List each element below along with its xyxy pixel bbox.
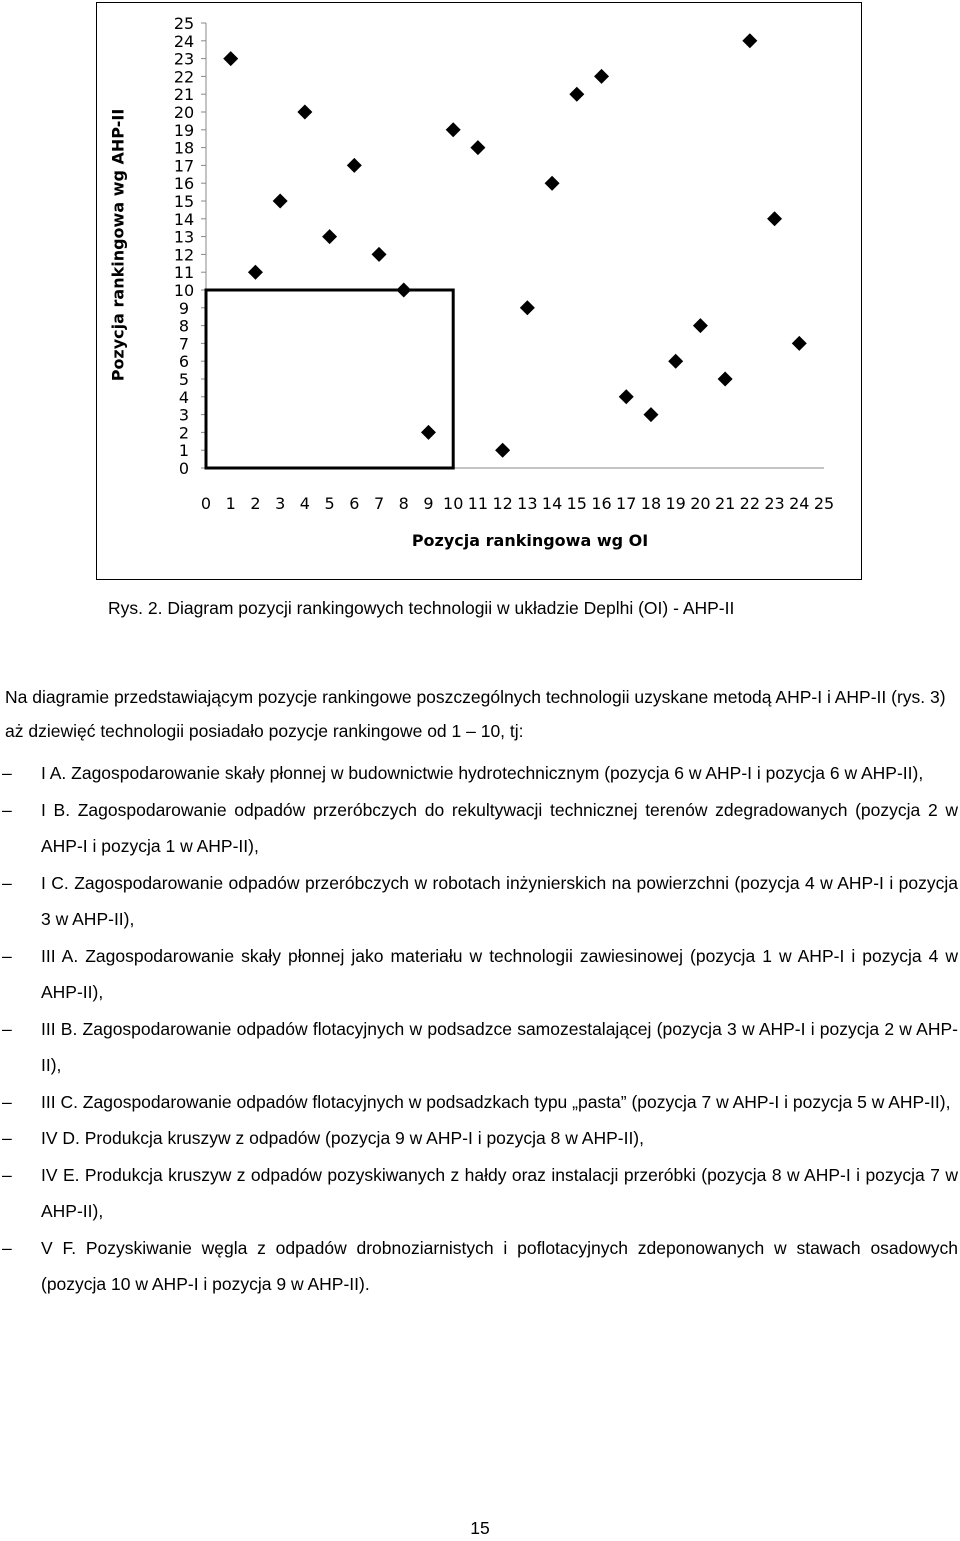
data-point: [372, 247, 387, 262]
y-tick-label: 22: [173, 67, 195, 87]
y-tick-label: 5: [178, 370, 190, 389]
data-point: [421, 425, 436, 440]
y-tick-label: 3: [178, 405, 190, 425]
bullet-dash: –: [2, 1164, 12, 1185]
data-point: [520, 300, 535, 315]
x-tick-label: 18: [640, 494, 662, 513]
y-tick-label: 6: [178, 352, 190, 372]
data-point: [495, 443, 510, 458]
bullet-dash: –: [2, 1128, 12, 1148]
data-point: [322, 229, 337, 244]
data-point: [693, 318, 708, 333]
x-tick-label: 16: [591, 494, 612, 513]
x-tick-label: 10: [443, 494, 464, 513]
y-tick-label: 1: [178, 441, 190, 461]
y-tick-label: 4: [178, 387, 190, 407]
data-point: [569, 87, 584, 102]
list-item-text: III B. Zagospodarowanie odpadów flotacyjnych w podsadzce samozestalającej (pozycja 3 w AHP-I i pozycja 2 w AHP-II),: [41, 1018, 958, 1075]
x-tick-labels: [201, 494, 834, 513]
x-tick-label: 12: [492, 494, 513, 513]
x-tick-label: 25: [813, 494, 835, 513]
bullet-dash: –: [2, 872, 12, 893]
list-item: [0, 865, 958, 938]
y-tick-label: 21: [173, 85, 195, 105]
x-tick-label: 14: [541, 494, 563, 513]
scatter-chart: [96, 2, 862, 580]
y-tick-label: 8: [178, 316, 190, 336]
list-item: [0, 792, 958, 865]
x-tick-label: 23: [764, 494, 785, 513]
list-item: [0, 755, 958, 792]
data-point: [223, 51, 238, 66]
x-axis-label: Pozycja rankingowa wg OI: [411, 531, 649, 550]
x-tick-label: 22: [739, 494, 761, 513]
x-tick-label: 24: [789, 494, 810, 513]
list-item-text: I B. Zagospodarowanie odpadów przeróbczych do rekultywacji technicznej terenów zdegradowanych (pozycja 2 w AHP-I i pozycja 1 w AHP-II),: [41, 799, 958, 856]
x-tick-label: 8: [398, 494, 409, 513]
list-item: [0, 1120, 958, 1157]
y-axis-label: Pozycja rankingowa wg AHP-II: [108, 108, 128, 382]
list-item-text: III A. Zagospodarowanie skały płonnej jako materiału w technologii zawiesinowej (pozycja 1 w AHP-I i pozycja 4 w AHP-II),: [41, 945, 958, 1002]
y-tick-label: 11: [173, 263, 195, 283]
list-item-text: IV D. Produkcja kruszyw z odpadów (pozycja 9 w AHP-I i pozycja 8 w AHP-II),: [41, 1128, 644, 1148]
list-item: [0, 1230, 958, 1303]
axes: [206, 23, 824, 468]
bullet-dash: –: [2, 799, 12, 820]
y-tick-label: 15: [173, 192, 195, 211]
bullet-dash: –: [2, 763, 12, 783]
y-tick-label: 7: [178, 334, 190, 354]
highlight-rect: [206, 290, 453, 468]
highlight-box: [206, 290, 453, 468]
data-point: [297, 105, 312, 120]
x-tick-label: 2: [250, 494, 261, 513]
y-tick-label: 20: [173, 103, 195, 122]
figure-caption: Rys. 2. Diagram pozycji rankingowych technologii w układzie Deplhi (OI) - AHP-II: [108, 598, 735, 618]
list-item: [0, 1157, 958, 1230]
page-number: 15: [470, 1518, 490, 1538]
x-tick-label: 7: [373, 494, 385, 513]
y-tick-labels: [174, 14, 206, 478]
y-tick-label: 12: [173, 245, 195, 265]
list-item: [0, 1084, 958, 1121]
y-tick-label: 2: [178, 423, 190, 443]
x-tick-label: 11: [467, 494, 489, 513]
bullet-dash: –: [2, 1091, 12, 1112]
y-tick-label: 0: [178, 459, 190, 478]
data-point: [742, 33, 757, 48]
x-tick-label: 0: [200, 494, 212, 513]
data-point: [767, 211, 782, 226]
y-tick-label: 24: [173, 31, 195, 51]
y-tick-label: 25: [173, 14, 195, 33]
y-tick-label: 18: [173, 138, 195, 158]
x-tick-label: 20: [690, 494, 711, 513]
list-item-text: I A. Zagospodarowanie skały płonnej w budownictwie hydrotechnicznym (pozycja 6 w AHP-I i pozycja 6 w AHP-II),: [41, 763, 924, 783]
data-points: [223, 33, 807, 457]
x-tick-label: 21: [714, 494, 736, 513]
list-item-text: IV E. Produkcja kruszyw z odpadów pozyskiwanych z hałdy oraz instalacji przeróbki (pozycja 8 w AHP-I i pozycja 7 w AHP-II),: [41, 1164, 958, 1221]
x-tick-label: 4: [299, 494, 310, 513]
list-item-text: III C. Zagospodarowanie odpadów flotacyjnych w podsadzkach typu „pasta” (pozycja 7 w AHP-I i pozycja 5 w AHP-II),: [41, 1091, 951, 1112]
data-point: [273, 194, 288, 209]
data-point: [248, 265, 263, 280]
list-item-text: I C. Zagospodarowanie odpadów przeróbczych w robotach inżynierskich na powierzchni (pozycja 4 w AHP-I i pozycja 3 w AHP-II),: [41, 872, 958, 929]
y-tick-label: 17: [173, 156, 195, 176]
data-point: [643, 407, 658, 422]
data-point: [619, 389, 634, 404]
bullet-dash: –: [2, 945, 12, 966]
y-tick-label: 16: [173, 174, 195, 194]
data-point: [446, 122, 461, 137]
data-point: [718, 372, 733, 387]
x-tick-label: 17: [616, 494, 637, 513]
y-tick-label: 10: [173, 281, 195, 300]
data-point: [594, 69, 609, 84]
list-item-text: V F. Pozyskiwanie węgla z odpadów drobnoziarnistych i poflotacyjnych zdeponowanych w stawach osadowych (pozycja 10 w AHP-I i pozycja 9 w AHP-II).: [41, 1237, 958, 1294]
x-tick-label: 3: [275, 494, 286, 513]
data-point: [396, 283, 411, 298]
x-tick-label: 9: [423, 494, 434, 513]
list-item: [0, 1011, 958, 1084]
data-point: [545, 176, 560, 191]
y-tick-label: 19: [173, 120, 195, 140]
list-item: [0, 938, 958, 1011]
bullet-dash: –: [2, 1237, 12, 1258]
technology-list: [0, 755, 958, 1303]
x-tick-label: 1: [225, 494, 236, 513]
x-tick-label: 15: [566, 494, 587, 513]
y-tick-label: 23: [173, 49, 195, 69]
paragraph: Na diagramie przedstawiającym pozycje rankingowe poszczególnych technologii uzyskane metodą AHP-I i AHP-II (rys. 3) aż dziewięć technologii posiadało pozycje rankingowe od 1 – 10, tj:: [5, 687, 946, 741]
x-tick-label: 13: [517, 494, 538, 513]
y-tick-label: 9: [178, 298, 190, 318]
data-point: [470, 140, 485, 155]
x-tick-label: 19: [665, 494, 686, 513]
y-tick-label: 13: [173, 227, 195, 247]
x-tick-label: 5: [324, 494, 335, 513]
y-tick-label: 14: [173, 209, 195, 229]
data-point: [792, 336, 807, 351]
data-point: [668, 354, 683, 369]
data-point: [347, 158, 362, 173]
bullet-dash: –: [2, 1018, 12, 1039]
x-tick-label: 6: [349, 494, 360, 513]
